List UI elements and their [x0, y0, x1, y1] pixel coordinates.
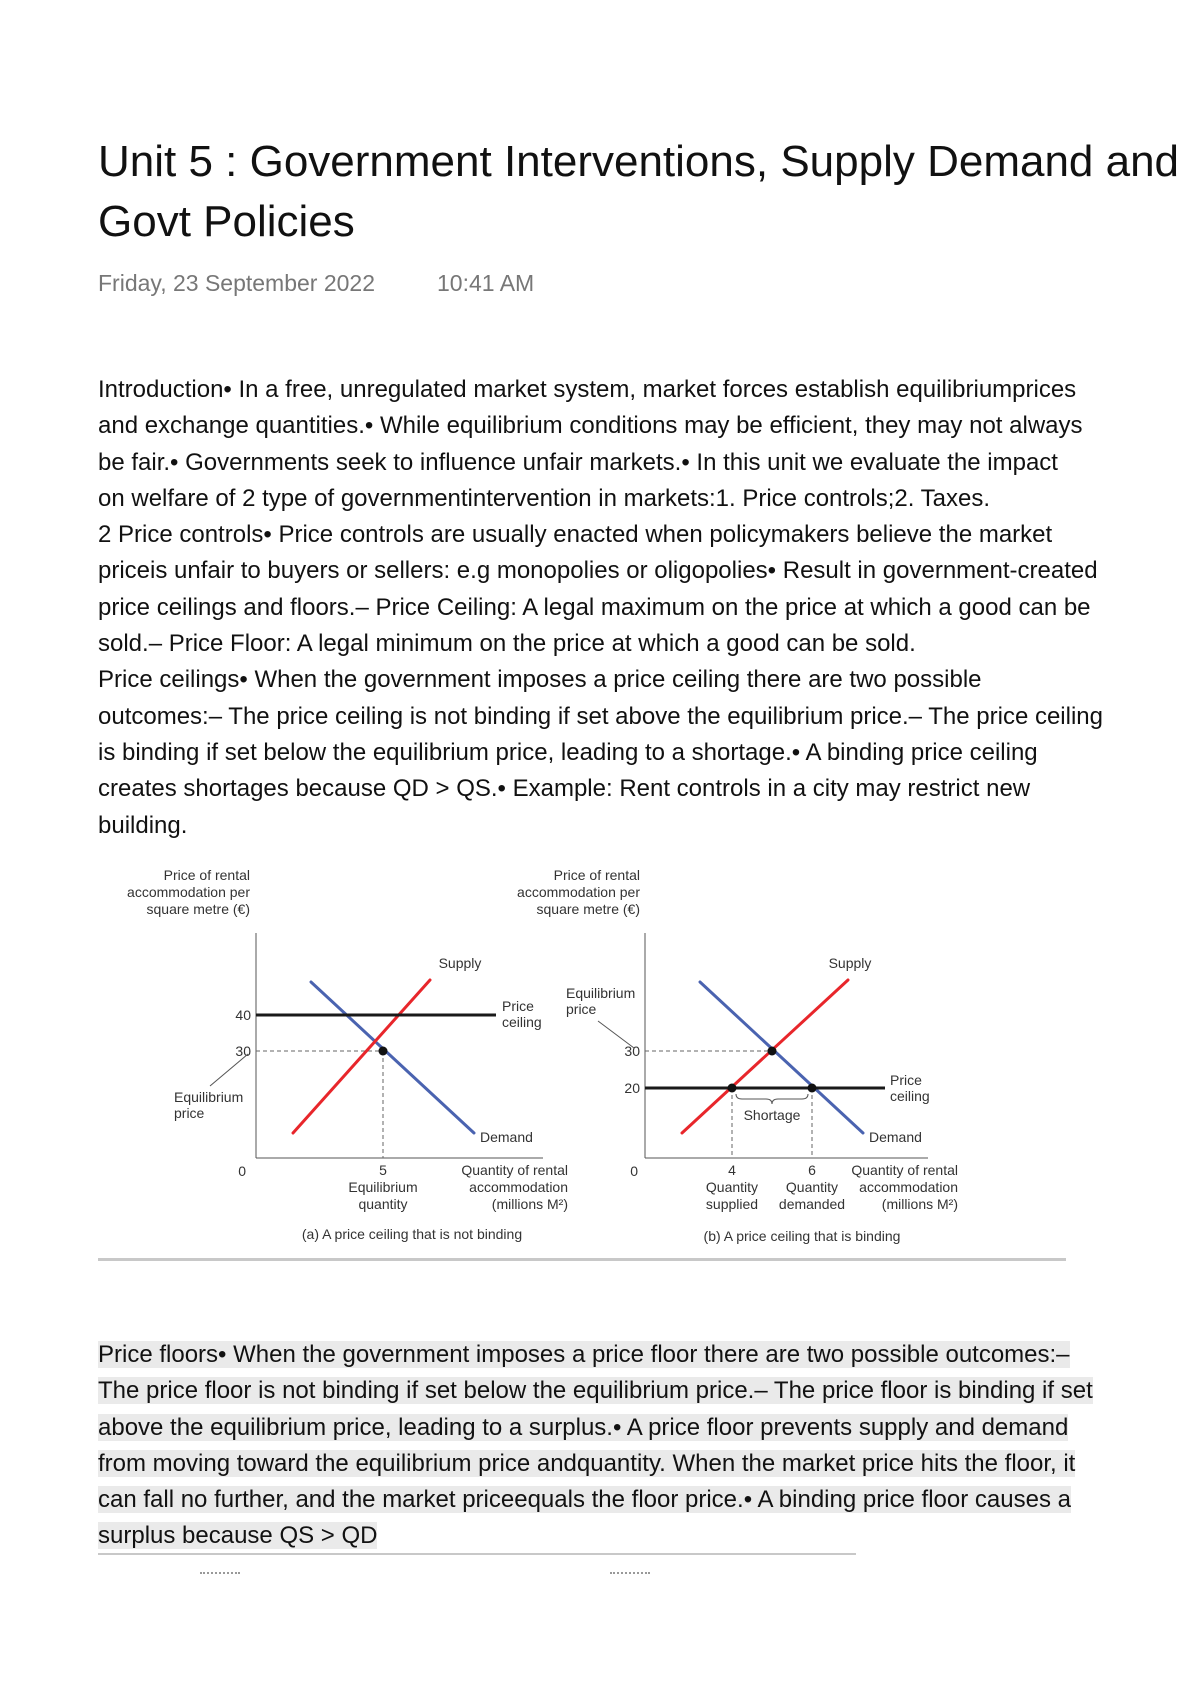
panel-b-ceiling-label-2: ceiling: [890, 1088, 930, 1104]
panel-b-demand-label: Demand: [869, 1129, 922, 1145]
cropped-figure-fragment: [610, 1572, 650, 1578]
text-line: 2 Price controls• Price controls are usually enacted when policymakers believe the market: [98, 521, 1053, 549]
text-line: Introduction• In a free, unregulated market system, market forces establish equilibriumprices: [98, 376, 1077, 403]
price-ceiling-figure: [98, 858, 1070, 1258]
highlighted-text: from moving toward the equilibrium price andquantity. When the market price hits the floor, it: [98, 1449, 1076, 1477]
panel-a-eq-price-label-1: Equilibrium: [174, 1089, 244, 1105]
panel-b-origin: 0: [630, 1163, 638, 1179]
text-line: [98, 1337, 1093, 1373]
intro-paragraph: [98, 372, 1103, 844]
text-line: [98, 1373, 1093, 1409]
text-line: [98, 1518, 1093, 1554]
panel-b-qd-label-2: demanded: [778, 1196, 846, 1212]
highlighted-text: above the equilibrium price, leading to a surplus.• A price floor prevents supply and demand: [98, 1413, 1069, 1441]
panel-b-ylabel-1: Price of rental: [553, 867, 640, 883]
panel-b-xlabel-1: Quantity of rental: [851, 1162, 958, 1178]
text-line: price ceilings and floors.– Price Ceiling: A legal maximum on the price at which a good can be: [98, 593, 1091, 621]
panel-a: [127, 867, 568, 1242]
text-line: on welfare of 2 type of governmentintervention in markets:1. Price controls;2. Taxes.: [98, 484, 991, 512]
panel-a-supply-line: [293, 980, 430, 1133]
panel-b-eq-price-pointer: [598, 1021, 634, 1048]
panel-a-demand-label: Demand: [480, 1129, 533, 1145]
panel-a-ceiling-label-2: ceiling: [502, 1014, 542, 1030]
panel-b-qd-label-1: Quantity: [785, 1179, 839, 1195]
panel-a-ylabel-3: square metre (€): [146, 901, 250, 917]
text-line: [98, 1410, 1093, 1446]
panel-a-ceiling-label-1: Price: [502, 998, 534, 1014]
panel-a-demand-line: [311, 982, 474, 1133]
panel-a-origin: 0: [238, 1163, 246, 1179]
price-floors-paragraph: [98, 1337, 1093, 1555]
panel-a-xlabel-3: (millions M²): [491, 1196, 568, 1212]
panel-b-caption: (b) A price ceiling that is binding: [703, 1228, 901, 1244]
panel-b: [517, 867, 958, 1244]
panel-b-eq-price-label-1: Equilibrium: [566, 985, 636, 1001]
text-line: and exchange quantities.• While equilibrium conditions may be efficient, they may not always: [98, 412, 1083, 440]
text-line: [98, 1482, 1093, 1518]
text-line: sold.– Price Floor: A legal minimum on the price at which a good can be sold.: [98, 630, 916, 658]
page-date: Friday, 23 September 2022: [98, 270, 376, 296]
panel-b-qs-label-1: Quantity: [705, 1179, 759, 1195]
text-line: building.: [98, 811, 188, 839]
panel-b-shortage-label: Shortage: [743, 1107, 801, 1123]
panel-b-qs-point: [728, 1084, 737, 1093]
divider: [98, 1258, 1066, 1261]
highlighted-text: can fall no further, and the market priceequals the floor price.• A binding price floor causes a: [98, 1486, 1071, 1514]
title-line-1: Unit 5 : Government Interventions, Supply Demand and: [98, 137, 1180, 186]
panel-b-xlabel-2: accommodation: [859, 1179, 958, 1195]
panel-b-tick-4: 4: [728, 1162, 736, 1178]
panel-b-qd-point: [808, 1084, 817, 1093]
text-line: [98, 1446, 1093, 1482]
panel-a-ylabel-2: accommodation per: [127, 884, 250, 900]
panel-a-xlabel-1: Quantity of rental: [461, 1162, 568, 1178]
divider: [98, 1553, 856, 1555]
page-time: 10:41 AM: [437, 270, 535, 296]
text-line: is binding if set below the equilibrium price, leading to a shortage.• A binding price ceiling: [98, 738, 1038, 766]
panel-b-ylabel-3: square metre (€): [536, 901, 640, 917]
text-line: Price ceilings• When the government imposes a price ceiling there are two possible: [98, 666, 982, 694]
panel-a-tick-30: 30: [235, 1043, 251, 1059]
panel-b-xlabel-3: (millions M²): [881, 1196, 958, 1212]
panel-a-ylabel-1: Price of rental: [163, 867, 250, 883]
panel-a-eq-price-pointer: [210, 1054, 248, 1086]
panel-b-ceiling-label-1: Price: [890, 1072, 922, 1088]
panel-a-equilibrium-point: [379, 1047, 388, 1056]
panel-b-tick-20: 20: [624, 1080, 640, 1096]
cropped-figure-fragment: [200, 1572, 240, 1578]
highlighted-text: Price floors• When the government imposes a price floor there are two possible outcomes:–: [98, 1341, 1070, 1368]
panel-b-eq-price-label-2: price: [566, 1001, 597, 1017]
panel-b-tick-6: 6: [808, 1162, 816, 1178]
text-line: creates shortages because QD > QS.• Example: Rent controls in a city may restrict new: [98, 775, 1031, 803]
panel-b-tick-30: 30: [624, 1043, 640, 1059]
panel-a-supply-label: Supply: [438, 955, 482, 971]
panel-b-supply-label: Supply: [828, 955, 872, 971]
highlighted-text: surplus because QS > QD: [98, 1522, 378, 1550]
text-line: be fair.• Governments seek to influence unfair markets.• In this unit we evaluate the impact: [98, 448, 1058, 476]
title-line-2: Govt Policies: [98, 197, 355, 246]
page-title: [98, 132, 1179, 252]
page-metadata: [98, 270, 534, 297]
panel-a-tick-5: 5: [379, 1162, 387, 1178]
panel-a-eq-qty-label-2: quantity: [358, 1196, 408, 1212]
text-line: outcomes:– The price ceiling is not binding if set above the equilibrium price.– The price ceiling: [98, 702, 1103, 730]
panel-b-qs-label-2: supplied: [705, 1196, 759, 1212]
panel-a-tick-40: 40: [235, 1007, 251, 1023]
panel-b-ylabel-2: accommodation per: [517, 884, 640, 900]
panel-a-caption: (a) A price ceiling that is not binding: [301, 1226, 523, 1242]
panel-a-eq-price-label-2: price: [174, 1105, 205, 1121]
text-line: priceis unfair to buyers or sellers: e.g monopolies or oligopolies• Result in government-created: [98, 557, 1098, 585]
panel-a-xlabel-2: accommodation: [469, 1179, 568, 1195]
panel-a-eq-qty-label-1: Equilibrium: [348, 1179, 418, 1195]
panel-b-equilibrium-point: [768, 1047, 777, 1056]
highlighted-text: The price floor is not binding if set below the equilibrium price.– The price floor is binding if set: [98, 1377, 1093, 1405]
panel-b-shortage-brace: [736, 1094, 808, 1104]
